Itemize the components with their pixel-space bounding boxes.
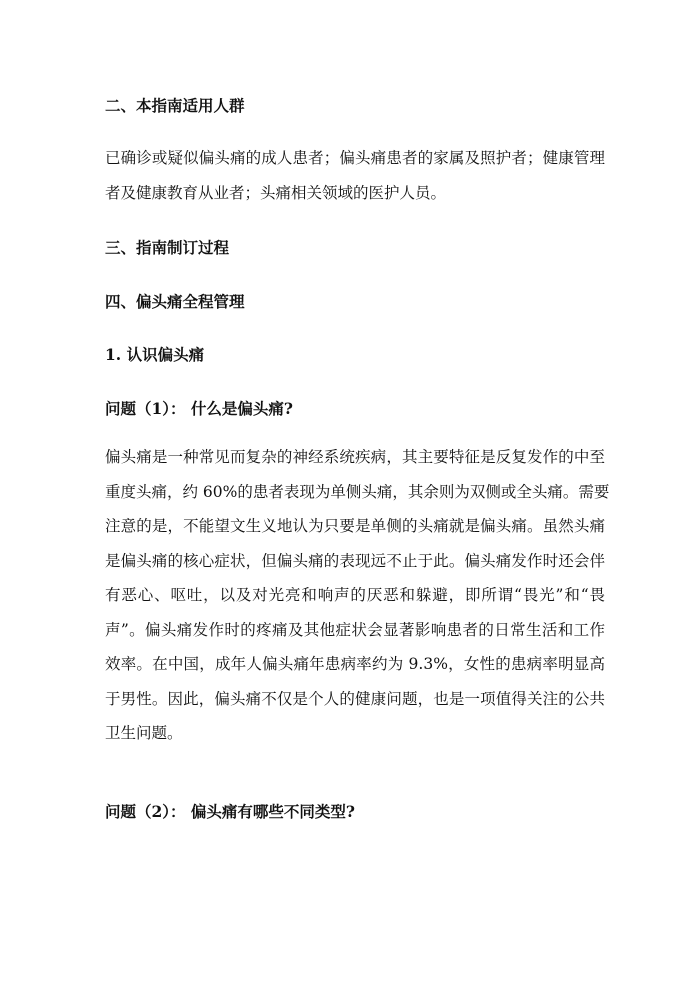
q1-line-7: 效率。在中国，成年人偏头痛年患病率约为 9.3%，女性的患病率明显高	[105, 655, 605, 673]
section-3-heading: 三、指南制订过程	[105, 238, 230, 257]
section-2-body-line-1: 已确诊或疑似偏头痛的成人患者；偏头痛患者的家属及照护者；健康管理	[105, 149, 605, 167]
section-2-body-line-2: 者及健康教育从业者；头痛相关领域的医护人员。	[105, 183, 447, 202]
question-1-heading: 问题（1）： 什么是偏头痛?	[105, 399, 294, 418]
section-2-body	[105, 141, 605, 210]
section-4-heading: 四、偏头痛全程管理	[105, 292, 245, 311]
section-4-1-heading: 1. 认识偏头痛	[105, 345, 205, 364]
q1-line-1: 偏头痛是一种常见而复杂的神经系统疾病，其主要特征是反复发作的中至	[105, 448, 605, 466]
q1-line-4: 是偏头痛的核心症状，但偏头痛的表现远不止于此。偏头痛发作时还会伴	[105, 551, 605, 570]
q1-line-8: 于男性。因此，偏头痛不仅是个人的健康问题，也是一项值得关注的公共	[105, 689, 605, 708]
q1-line-9: 卫生问题。	[105, 724, 183, 742]
q1-line-2: 重度头痛，约 60%的患者表现为单侧头痛，其余则为双侧或全头痛。需要	[105, 482, 610, 501]
section-2-heading: 二、本指南适用人群	[105, 96, 245, 115]
q1-line-6: 声”。偏头痛发作时的疼痛及其他症状会显著影响患者的日常生活和工作	[105, 620, 605, 639]
q1-line-5: 有恶心、呕吐，以及对光亮和响声的厌恶和躲避，即所谓“畏光”和“畏	[105, 586, 605, 604]
q1-line-3: 注意的是，不能望文生义地认为只要是单侧的头痛就是偏头痛。虽然头痛	[105, 517, 605, 535]
question-1-body	[105, 440, 610, 751]
question-2-heading: 问题（2）： 偏头痛有哪些不同类型?	[105, 802, 356, 821]
